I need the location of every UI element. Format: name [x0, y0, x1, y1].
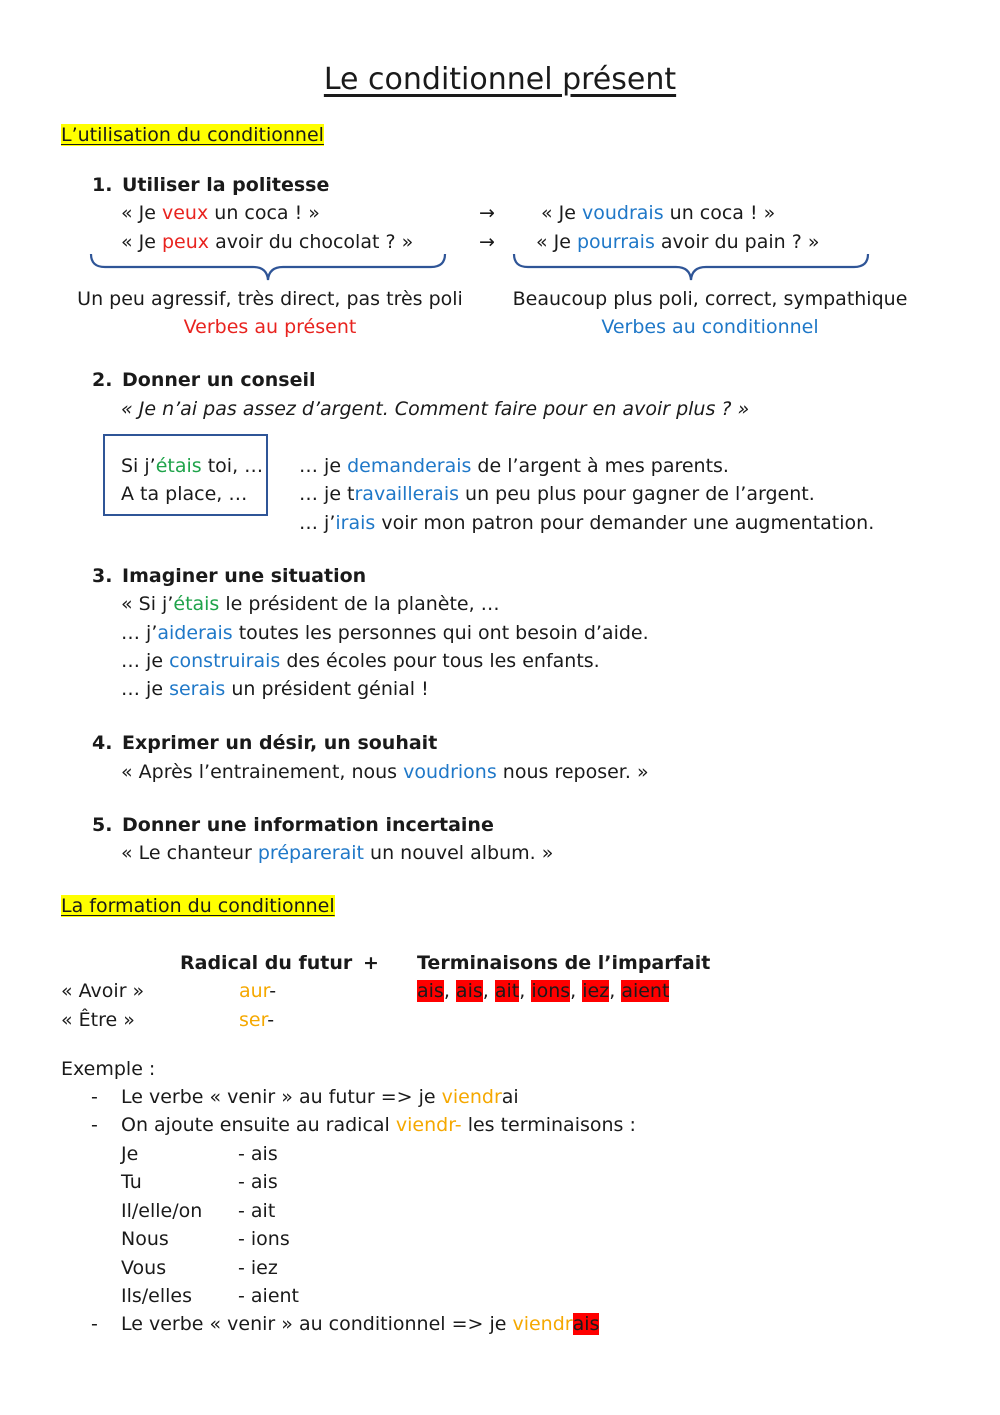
- ending-highlight: ais: [572, 1313, 600, 1335]
- terminaisons-header: Terminaisons de l’imparfait: [417, 952, 711, 974]
- conj-ending: - ions: [238, 1228, 290, 1250]
- conj-ending: - aient: [238, 1285, 299, 1307]
- situation-line-4: … je serais un président génial !: [121, 678, 429, 700]
- left-tag: Verbes au présent: [183, 316, 357, 338]
- conj-ending: - ais: [238, 1143, 278, 1165]
- advice-answer-1: … je demanderais de l’argent à mes parents.: [299, 455, 729, 477]
- situation-line-1: « Si j’étais le président de la planète, …: [121, 593, 500, 615]
- page-title: Le conditionnel présent: [323, 62, 677, 97]
- conj-pronoun: Je: [121, 1143, 139, 1165]
- endings-list: ais, ais, ait, ions, iez, aient: [417, 980, 670, 1002]
- conj-pronoun: Nous: [121, 1228, 169, 1250]
- ending-highlight: ais: [455, 980, 483, 1002]
- arrow-icon: →: [479, 202, 495, 224]
- ending-highlight: aient: [621, 980, 670, 1002]
- section-heading-formation: La formation du conditionnel: [61, 895, 335, 917]
- radical-header: Radical du futur: [180, 952, 353, 974]
- example-conditionnel-2: « Je pourrais avoir du pain ? »: [536, 231, 820, 253]
- item-3-title: Imaginer une situation: [122, 565, 367, 587]
- ending-highlight: ait: [494, 980, 520, 1002]
- right-caption: Beaucoup plus poli, correct, sympathique: [512, 288, 908, 310]
- example-conditionnel-1: « Je voudrais un coca ! »: [541, 202, 776, 224]
- bullet: -: [91, 1114, 98, 1136]
- etre-label: « Être »: [61, 1009, 135, 1031]
- example-conditionnel: Le verbe « venir » au conditionnel => je viendrais: [121, 1313, 600, 1335]
- bullet: -: [91, 1086, 98, 1108]
- left-brace-icon: [85, 250, 455, 284]
- item-3-number: 3.: [92, 565, 113, 587]
- avoir-radical: aur-: [239, 980, 277, 1002]
- avoir-label: « Avoir »: [61, 980, 145, 1002]
- ending-highlight: ions: [531, 980, 571, 1002]
- conj-pronoun: Ils/elles: [121, 1285, 193, 1307]
- item-4-title: Exprimer un désir, un souhait: [122, 732, 438, 754]
- conj-ending: - iez: [238, 1257, 278, 1279]
- conj-pronoun: Tu: [121, 1171, 142, 1193]
- example-present-1: « Je veux un coca ! »: [121, 202, 320, 224]
- example-radical: On ajoute ensuite au radical viendr- les terminaisons :: [121, 1114, 636, 1136]
- item-5-example: « Le chanteur préparerait un nouvel album. »: [121, 842, 554, 864]
- plus-sign: +: [363, 952, 379, 974]
- item-4-example: « Après l’entrainement, nous voudrions nous reposer. »: [121, 761, 649, 783]
- item-2-quote: « Je n’ai pas assez d’argent. Comment faire pour en avoir plus ? »: [121, 398, 750, 420]
- ending-highlight: iez: [582, 980, 610, 1002]
- advice-box-line-1: Si j’étais toi, …: [121, 455, 264, 477]
- conj-ending: - ait: [238, 1200, 276, 1222]
- arrow-icon: →: [479, 231, 495, 253]
- item-2-title: Donner un conseil: [122, 369, 316, 391]
- section-heading-utilisation: L’utilisation du conditionnel: [61, 124, 324, 146]
- advice-box-line-2: A ta place, …: [121, 483, 248, 505]
- right-tag: Verbes au conditionnel: [601, 316, 819, 338]
- left-caption: Un peu agressif, très direct, pas très poli: [77, 288, 463, 310]
- situation-line-3: … je construirais des écoles pour tous les enfants.: [121, 650, 600, 672]
- conj-ending: - ais: [238, 1171, 278, 1193]
- item-2-number: 2.: [92, 369, 113, 391]
- bullet: -: [91, 1313, 98, 1335]
- ending-highlight: ais: [417, 980, 444, 1002]
- conj-pronoun: Vous: [121, 1257, 167, 1279]
- item-1-number: 1.: [92, 174, 113, 196]
- item-5-title: Donner une information incertaine: [122, 814, 494, 836]
- example-present-2: « Je peux avoir du chocolat ? »: [121, 231, 414, 253]
- item-1-title: Utiliser la politesse: [122, 174, 330, 196]
- item-4-number: 4.: [92, 732, 113, 754]
- item-5-number: 5.: [92, 814, 113, 836]
- example-label: Exemple :: [61, 1058, 156, 1080]
- situation-line-2: … j’aiderais toutes les personnes qui ont besoin d’aide.: [121, 622, 649, 644]
- etre-radical: ser-: [239, 1009, 275, 1031]
- right-brace-icon: [508, 250, 878, 284]
- advice-answer-3: … j’irais voir mon patron pour demander une augmentation.: [299, 512, 875, 534]
- example-futur: Le verbe « venir » au futur => je viendrai: [121, 1086, 519, 1108]
- conj-pronoun: Il/elle/on: [121, 1200, 203, 1222]
- advice-answer-2: … je travaillerais un peu plus pour gagner de l’argent.: [299, 483, 815, 505]
